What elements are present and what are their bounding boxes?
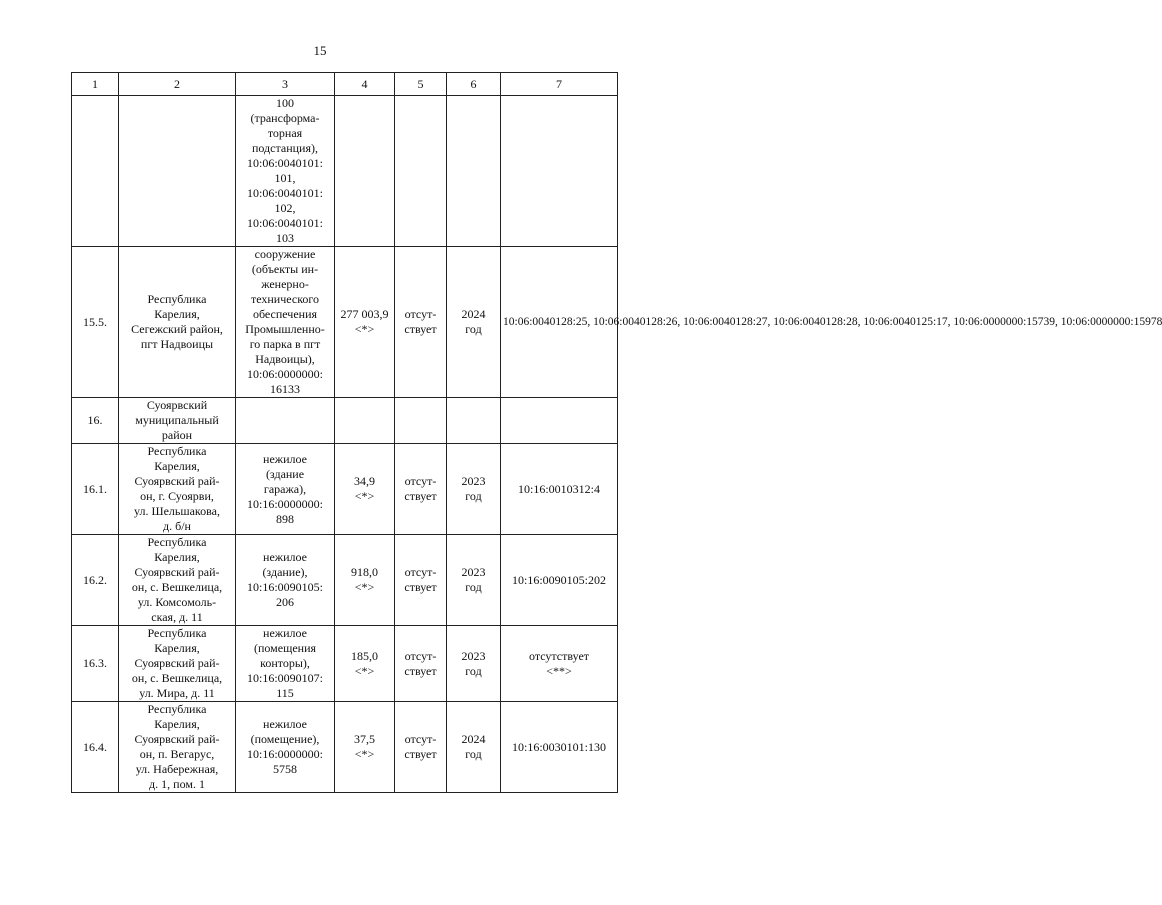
location-cell: Республика Карелия, Суоярвский рай- он, с. Вешкелица, ул. Мира, д. 11 — [119, 626, 236, 702]
encumbrance-cell: отсут- ствует — [395, 702, 447, 793]
cadastral-cell — [501, 96, 618, 247]
encumbrance-cell: отсут- ствует — [395, 247, 447, 398]
table-row — [72, 535, 618, 626]
encumbrance-cell: отсут- ствует — [395, 626, 447, 702]
cadastral-cell: 10:16:0090105:202 — [501, 535, 618, 626]
row-number-cell: 16. — [72, 398, 119, 444]
header-row — [72, 73, 618, 96]
cadastral-cell: 10:16:0010312:4 — [501, 444, 618, 535]
object-cell: нежилое (здание), 10:16:0090105: 206 — [236, 535, 335, 626]
year-cell: 2023 год — [447, 535, 501, 626]
area-cell: 918,0 <*> — [335, 535, 395, 626]
year-cell: 2023 год — [447, 444, 501, 535]
cadastral-cell: 10:16:0030101:130 — [501, 702, 618, 793]
location-cell: Республика Карелия, Суоярвский рай- он, п. Вегарус, ул. Набережная, д. 1, пом. 1 — [119, 702, 236, 793]
object-cell: нежилое (здание гаража), 10:16:0000000: 898 — [236, 444, 335, 535]
encumbrance-cell: отсут- ствует — [395, 444, 447, 535]
year-cell: 2023 год — [447, 626, 501, 702]
object-cell — [236, 398, 335, 444]
encumbrance-cell — [395, 398, 447, 444]
cadastral-cell — [501, 398, 618, 444]
object-cell: нежилое (помещение), 10:16:0000000: 5758 — [236, 702, 335, 793]
row-number-cell: 16.1. — [72, 444, 119, 535]
cadastral-cell: 10:06:0040128:25, 10:06:0040128:26, 10:06:0040128:27, 10:06:0040128:28, 10:06:0040125:17, 10:06:0000000:15739, 10:06:0000000:15978 — [501, 247, 618, 398]
encumbrance-cell: отсут- ствует — [395, 535, 447, 626]
area-cell: 37,5 <*> — [335, 702, 395, 793]
table-row — [72, 702, 618, 793]
column-header: 2 — [119, 73, 236, 96]
location-cell: Республика Карелия, Суоярвский рай- он, с. Вешкелица, ул. Комсомоль- ская, д. 11 — [119, 535, 236, 626]
table-row — [72, 444, 618, 535]
table-row — [72, 96, 618, 247]
column-header: 7 — [501, 73, 618, 96]
property-table — [71, 72, 1162, 793]
cadastral-cell: отсутствует <**> — [501, 626, 618, 702]
row-number-cell: 16.2. — [72, 535, 119, 626]
object-cell: 100 (трансформа- торная подстанция), 10:06:0040101: 101, 10:06:0040101: 102, 10:06:0040101: 103 — [236, 96, 335, 247]
location-cell — [119, 96, 236, 247]
column-header: 4 — [335, 73, 395, 96]
column-header: 3 — [236, 73, 335, 96]
table-row — [72, 398, 618, 444]
column-header: 1 — [72, 73, 119, 96]
location-cell: Республика Карелия, Сегежский район, пгт Надвоицы — [119, 247, 236, 398]
table-row — [72, 247, 618, 398]
row-number-cell — [72, 96, 119, 247]
area-cell — [335, 96, 395, 247]
area-cell: 34,9 <*> — [335, 444, 395, 535]
year-cell: 2024 год — [447, 702, 501, 793]
table-row — [72, 626, 618, 702]
page-number: 15 — [313, 43, 327, 58]
column-header: 6 — [447, 73, 501, 96]
row-number-cell: 16.3. — [72, 626, 119, 702]
area-cell: 185,0 <*> — [335, 626, 395, 702]
year-cell: 2024 год — [447, 247, 501, 398]
object-cell: сооружение (объекты ин- женерно- технического обеспечения Промышленно- го парка в пгт Надвоицы), 10:06:0000000: 16133 — [236, 247, 335, 398]
location-cell: Суоярвский муниципальный район — [119, 398, 236, 444]
encumbrance-cell — [395, 96, 447, 247]
column-header: 5 — [395, 73, 447, 96]
area-cell: 277 003,9 <*> — [335, 247, 395, 398]
row-number-cell: 15.5. — [72, 247, 119, 398]
year-cell — [447, 96, 501, 247]
year-cell — [447, 398, 501, 444]
object-cell: нежилое (помещения конторы), 10:16:0090107: 115 — [236, 626, 335, 702]
location-cell: Республика Карелия, Суоярвский рай- он, г. Суоярви, ул. Шельшакова, д. б/н — [119, 444, 236, 535]
row-number-cell: 16.4. — [72, 702, 119, 793]
area-cell — [335, 398, 395, 444]
